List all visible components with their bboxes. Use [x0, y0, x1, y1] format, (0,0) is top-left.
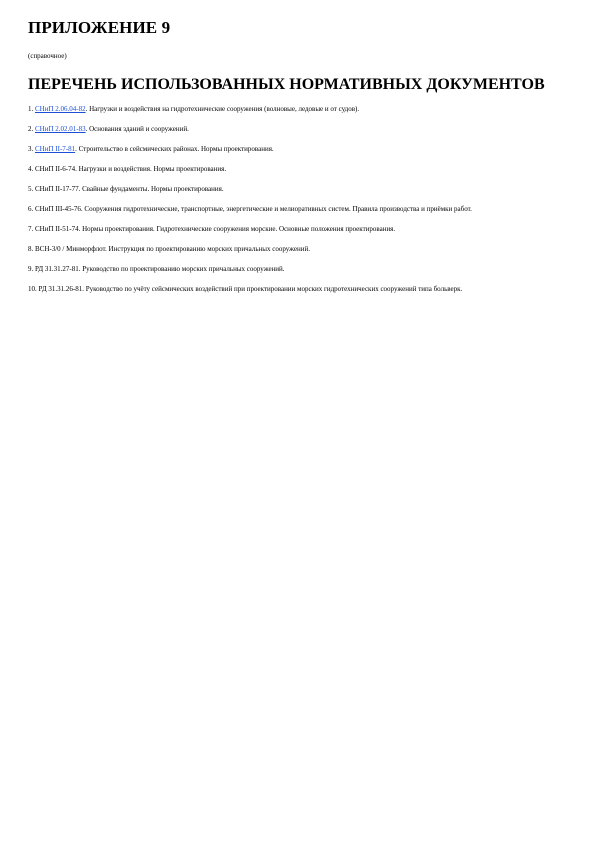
item-number: 1.	[28, 105, 35, 113]
list-item	[28, 285, 558, 294]
documents-list-heading: ПЕРЕЧЕНЬ ИСПОЛЬЗОВАННЫХ НОРМАТИВНЫХ ДОКУМЕНТОВ	[28, 76, 545, 93]
list-item	[28, 185, 558, 194]
list-item	[28, 105, 558, 114]
item-number: 6.	[28, 205, 35, 213]
appendix-subtitle: (справочное)	[28, 52, 67, 60]
list-item	[28, 125, 558, 134]
document-page	[28, 18, 558, 305]
list-item	[28, 165, 558, 174]
list-item	[28, 205, 558, 214]
item-number: 7.	[28, 225, 35, 233]
list-item	[28, 245, 558, 254]
list-item	[28, 225, 558, 234]
list-item	[28, 145, 558, 154]
item-number: 5.	[28, 185, 35, 193]
item-number: 4.	[28, 165, 35, 173]
item-text: ВСН-3/0 / Минморфлот. Инструкция по проектированию морских причальных сооружений.	[35, 245, 310, 253]
item-number: 8.	[28, 245, 35, 253]
item-number: 9.	[28, 265, 35, 273]
documents-list	[28, 105, 558, 294]
list-item	[28, 265, 558, 274]
item-text: . Строительство в сейсмических районах. Нормы проектирования.	[75, 145, 274, 153]
item-text: СНиП II-6-74. Нагрузки и воздействия. Нормы проектирования.	[35, 165, 227, 173]
item-text: РД 31.31.26-81. Руководство по учёту сейсмических воздействий при проектировании морских гидротехнических сооружений типа больверк.	[38, 285, 463, 293]
item-text: РД 31.31.27-81. Руководство по проектированию морских причальных сооружений.	[35, 265, 285, 273]
item-number: 10.	[28, 285, 39, 293]
item-text: . Нагрузки и воздействия на гидротехнические сооружения (волновые, ледовые и от судов).	[85, 105, 360, 113]
item-text: . Основания зданий и сооружений.	[85, 125, 189, 133]
item-number: 2.	[28, 125, 35, 133]
item-text: СНиП II-51-74. Нормы проектирования. Гидротехнические сооружения морские. Основные положения проектирования.	[35, 225, 396, 233]
document-link[interactable]: СНиП II-7-81	[35, 145, 76, 153]
appendix-title: ПРИЛОЖЕНИЕ 9	[28, 18, 171, 37]
item-number: 3.	[28, 145, 35, 153]
item-text: СНиП III-45-76. Сооружения гидротехнические, транспортные, энергетические и мелиоративных систем. Правила производства и приёмки работ.	[35, 205, 472, 213]
item-text: СНиП II-17-77. Свайные фундаменты. Нормы проектирования.	[35, 185, 224, 193]
document-link[interactable]: СНиП 2.02.01-83	[35, 125, 86, 133]
document-link[interactable]: СНиП 2.06.04-82	[35, 105, 86, 113]
